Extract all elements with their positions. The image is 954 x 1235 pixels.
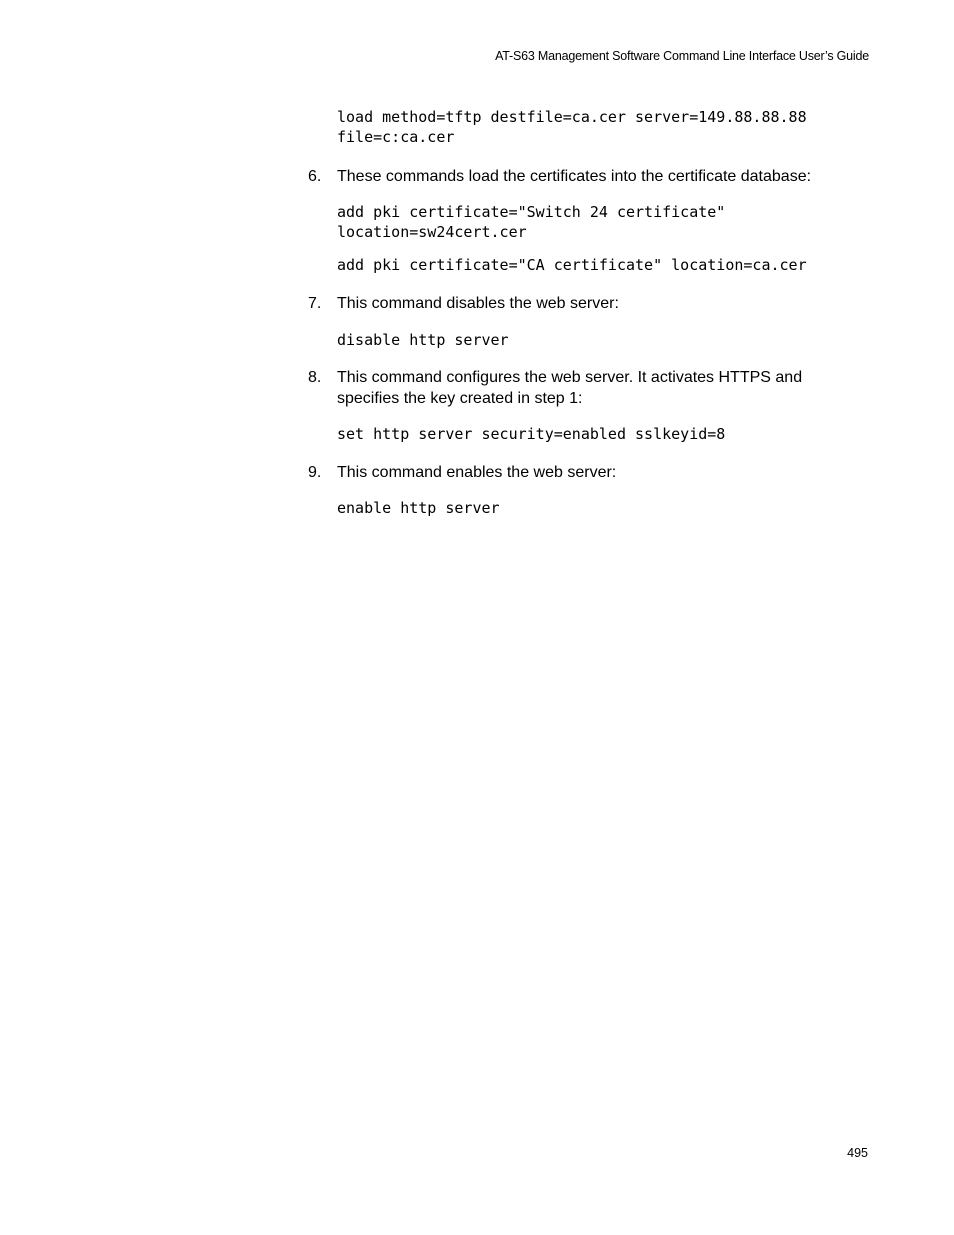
code-line: set http server security=enabled sslkeyid=8 <box>337 425 726 443</box>
code-block-add-switch-cert <box>337 203 868 242</box>
code-block-set-http-security <box>337 425 868 445</box>
page-number: 495 <box>847 1146 868 1160</box>
code-block-add-ca-cert <box>337 256 868 276</box>
step-7 <box>308 293 868 314</box>
code-block-load-ca <box>337 108 868 147</box>
step-text-line: specifies the key created in step 1: <box>337 390 583 407</box>
step-6 <box>308 166 868 187</box>
running-header: AT-S63 Management Software Command Line Interface User’s Guide <box>495 49 869 63</box>
step-text: This command enables the web server: <box>337 463 617 481</box>
code-line: load method=tftp destfile=ca.cer server=149.88.88.88 <box>337 108 807 126</box>
step-text: These commands load the certificates into the certificate database: <box>337 168 812 185</box>
step-text: This command disables the web server: <box>337 294 619 312</box>
code-line: file=c:ca.cer <box>337 127 455 146</box>
step-number: 8. <box>308 369 322 386</box>
code-line: disable http server <box>337 330 509 349</box>
step-text <box>337 367 868 409</box>
code-block-disable-http <box>337 331 868 351</box>
step-number: 7. <box>308 294 322 312</box>
step-number: 6. <box>308 168 322 185</box>
document-body <box>308 108 868 518</box>
step-9 <box>308 462 868 483</box>
code-line: enable http server <box>337 498 500 517</box>
step-8 <box>308 367 868 409</box>
code-line: add pki certificate="CA certificate" location=ca.cer <box>337 256 807 274</box>
code-line: location=sw24cert.cer <box>337 222 527 241</box>
step-number: 9. <box>308 463 322 481</box>
code-block-enable-http <box>337 499 868 519</box>
step-text-line: This command configures the web server. It activates HTTPS and <box>337 369 803 386</box>
code-line: add pki certificate="Switch 24 certificate" <box>337 203 726 221</box>
